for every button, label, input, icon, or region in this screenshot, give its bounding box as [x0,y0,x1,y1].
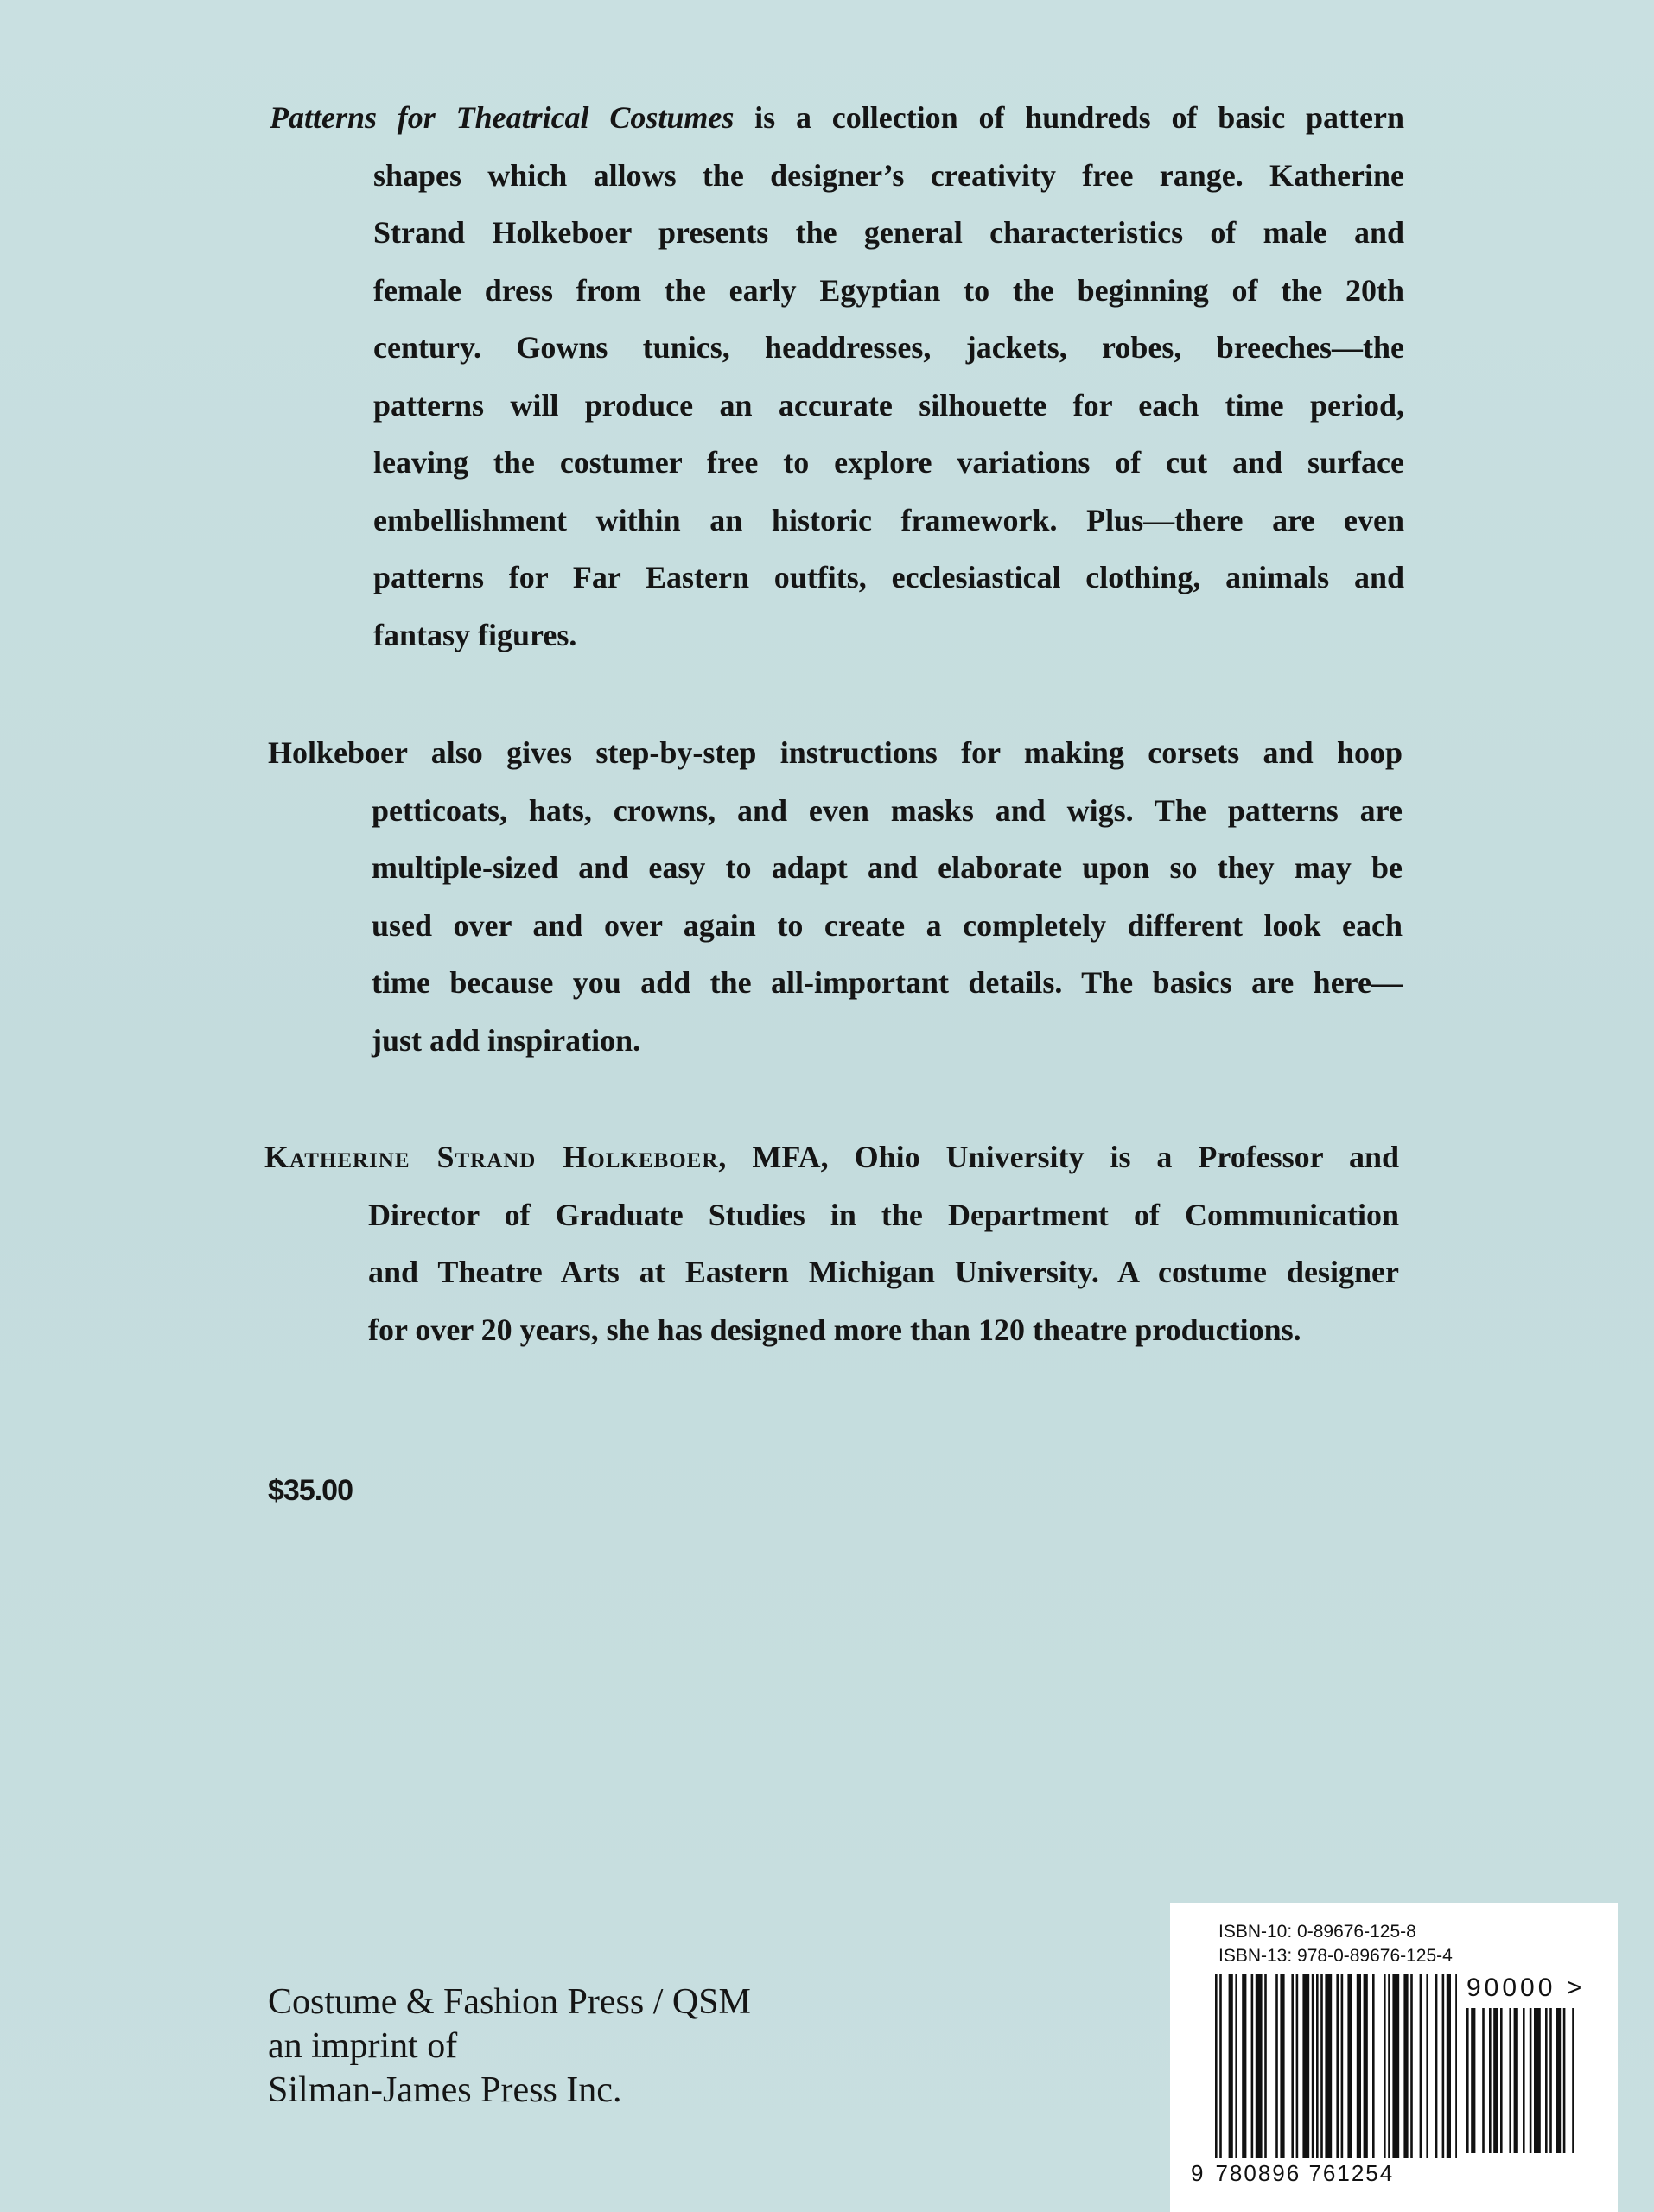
barcode-bar [1336,1974,1339,2158]
barcode-bar [1242,1974,1246,2158]
bio-line: Katherine Strand Holkeboer, MFA, Ohio University is a Professor and [264,1140,1399,1174]
isbn-13: ISBN-13: 978-0-89676-125-4 [1218,1946,1453,1966]
barcode-bar [1347,1974,1352,2158]
description-line: Holkeboer also gives step-by-step instructions for making corsets and hoop [268,735,1403,770]
barcode-bar [1275,1974,1278,2158]
description-line: time because you add the all-important details. The basics are here— [372,965,1403,1000]
publisher-line: an imprint of [268,2026,458,2066]
publisher-imprint [268,1980,751,2113]
barcode-bar [1229,1974,1233,2158]
description-line: fantasy figures. [373,617,577,652]
description-line: embellishment within an historic framework. Plus—there are even [373,502,1404,537]
barcode-bar [1455,1974,1457,2158]
bio-line: Director of Graduate Studies in the Department of Communication [368,1197,1399,1232]
description-line: century. Gowns tunics, headdresses, jackets, robes, breeches—the [373,330,1404,365]
barcode-bar [1447,1974,1451,2158]
price-addon-bars [1466,2008,1596,2153]
barcode-bar [1410,1974,1413,2158]
barcode-bar [1316,1974,1319,2158]
barcode-bar [1466,2008,1469,2153]
barcode-bar [1471,2008,1475,2153]
barcode-bar [1251,1974,1254,2158]
barcode-bar [1388,1974,1390,2158]
barcode-bar [1296,1974,1299,2158]
barcode-bar [1493,2008,1498,2153]
barcode-bar [1482,2008,1485,2153]
publisher-line: Silman-James Press Inc. [268,2070,622,2110]
barcode-bar [1325,1974,1332,2158]
barcode-bar [1435,1974,1438,2158]
barcode-bar [1523,2008,1525,2153]
barcode-bar [1341,1974,1344,2158]
barcode-number: 780896 761254 [1215,2160,1395,2186]
book-title: Patterns for Theatrical Costumes [270,100,735,135]
barcode-bar [1514,2008,1518,2153]
barcode-bar [1357,1974,1361,2158]
description-paragraph-2 [268,724,1403,1069]
barcode-lead-digit: 9 [1191,2160,1206,2186]
description-line: leaving the costumer free to explore variations of cut and surface [373,445,1404,480]
barcode-bar [1372,1974,1375,2158]
description-paragraph-1 [270,89,1404,664]
barcode-bar [1219,1974,1222,2158]
barcode-bar [1302,1974,1309,2158]
price: $35.00 [268,1474,353,1507]
description-line: shapes which allows the designer’s creativity free range. Katherine [373,157,1404,193]
barcode-bar [1442,1974,1445,2158]
barcode-bar [1509,2008,1511,2153]
bio-line: for over 20 years, she has designed more than 120 theatre productions. [368,1312,1301,1347]
author-name: Katherine Strand Holkeboer [264,1140,719,1174]
description-line: patterns will produce an accurate silhouette for each time period, [373,387,1404,423]
barcode-bar [1572,2008,1574,2153]
barcode-bar [1280,1974,1284,2158]
barcode-bar [1364,1974,1368,2158]
barcode-bar [1549,2008,1552,2153]
price-code: 90000 > [1466,1974,1586,2002]
publisher-line: Costume & Fashion Press / QSM [268,1982,751,2022]
barcode-bar [1420,1974,1422,2158]
barcode-bar [1215,1974,1218,2158]
barcode-bar [1384,1974,1386,2158]
author-bio [264,1128,1399,1358]
barcode-bar [1264,1974,1267,2158]
barcode-bar [1291,1974,1294,2158]
barcode-bar [1312,1974,1314,2158]
barcode-bar [1534,2008,1541,2153]
barcode-bar [1320,1974,1323,2158]
barcode-bar [1403,1974,1408,2158]
barcode-bar [1545,2008,1548,2153]
barcode-bar [1530,2008,1532,2153]
barcode-bar [1556,2008,1561,2153]
barcode-bar [1563,2008,1566,2153]
bio-line: and Theatre Arts at Eastern Michigan University. A costume designer [368,1255,1399,1289]
description-line: multiple-sized and easy to adapt and elaborate upon so they may be [372,850,1403,885]
description-line: used over and over again to create a completely different look each [372,907,1403,943]
barcode-bar [1256,1974,1263,2158]
isbn-barcode [1170,1903,1618,2212]
barcode-bar [1426,1974,1428,2158]
description-line: female dress from the early Egyptian to the beginning of the 20th [373,272,1404,308]
description-line: just add inspiration. [372,1022,641,1058]
barcode-bar [1500,2008,1503,2153]
description-line: Strand Holkeboer presents the general characteristics of male and [373,215,1404,250]
barcode-digits [1191,2160,1394,2187]
description-line: patterns for Far Eastern outfits, ecclesiastical clothing, animals and [373,560,1404,594]
description-line: petticoats, hats, crowns, and even masks and wigs. The patterns are [372,792,1403,828]
description-line: Patterns for Theatrical Costumes is a collection of hundreds of basic pattern [270,100,1405,135]
isbn-10: ISBN-10: 0-89676-125-8 [1218,1922,1416,1942]
ean-13-bars [1215,1974,1457,2158]
barcode-bar [1489,2008,1492,2153]
barcode-bar [1392,1974,1399,2158]
barcode-bar [1235,1974,1237,2158]
